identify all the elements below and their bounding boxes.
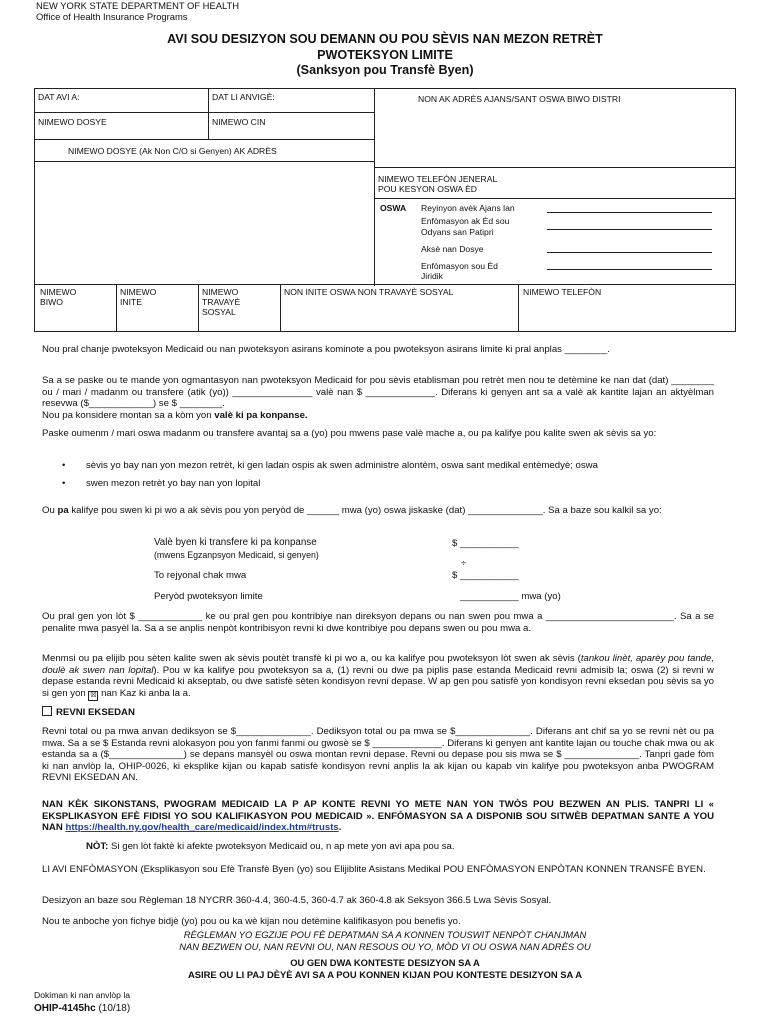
paragraph-trusts: [42, 799, 714, 834]
paragraph-regulations: Desizyon an baze sou Règleman 18 NYCRR 360-4.4, 360-4.5, 360-4.7 ak 360-4.8 ak Seksyon 366.5 Lwa Sèvis Sosyal.: [42, 895, 552, 906]
bullet-dot: •: [62, 460, 66, 471]
title-line-3: (Sanksyon pou Transfè Byen): [296, 63, 474, 77]
paragraph-other-coverage: [42, 653, 714, 701]
calc-regional-amount: $ ___________: [452, 570, 519, 581]
paragraph-penalty-period: [42, 505, 714, 517]
excess-income-heading: [42, 706, 135, 718]
form-id: [34, 1003, 130, 1014]
calc-regional-rate: To rejyonal chak mwa: [154, 570, 247, 581]
title-line-1: AVI SOU DESIZYON SOU DEMANN OU POU SÈVIS NAN MEZON RETRÈT: [167, 32, 603, 46]
calc-penalty-months: ___________ mwa (yo): [460, 591, 561, 602]
trusts-text: NAN KÈK SIKONSTANS, PWOGRAM MEDICAID LA P AP KONTE REVNI YO METE NAN YON TWÒS POU BEZWEN AN PLIS. TANPRI LI « EKSPLIKASYON EFÈ FIDISI YO SOU KALIFIKASYON POU MEDICAID ». ENFÒMASYON SA A DISPONIB SOU SITWÈB DEPATMAN SANTE A YOU NAN: [42, 799, 714, 834]
divider: [34, 284, 736, 285]
divider: [34, 161, 374, 162]
divider: [518, 284, 519, 332]
note-text: Si gen lòt faktè ki afekte pwoteksyon Medicaid ou, n ap mete yon avi apa pou sa.: [108, 841, 455, 852]
unit-number-label: [120, 287, 156, 307]
checkbox-icon[interactable]: [42, 706, 52, 716]
penalty-text-pre: Ou: [42, 505, 58, 516]
agency-address-label: NON AK ADRÈS AJANS/SANT OSWA BIWO DISTRI: [418, 94, 621, 104]
regulations-notice-2: NAN BEZWEN OU, NAN REVNI OU, NAN RESOUS OU YO, MÒD VI OU OSWA NAN ADRÈS OU: [179, 941, 591, 952]
office-number-label-1: NIMEWO: [40, 287, 77, 297]
office-number-label: [40, 287, 76, 307]
unit-worker-name-label: NON INITE OSWA NON TRAVAYÈ SOSYAL: [284, 287, 454, 297]
contact-agency-conference: Reyinyon avèk Ajans lan: [421, 203, 515, 213]
checked-box-icon: ☒: [90, 691, 97, 699]
calc-transferred-amount: $ ___________: [452, 538, 519, 549]
right-to-appeal-2: ASIRE OU LI PAJ DÈYÈ AVI SA A POU KONNEN KIJAN POU KONTESTE DESIZYON SA A: [188, 969, 582, 980]
office-number-label-2: BIWO: [40, 297, 63, 307]
divider: [198, 284, 199, 332]
case-number-label: NIMEWO DOSYE: [38, 117, 107, 127]
worker-number-label-3: SOSYAL: [202, 307, 236, 317]
bullet-dot: •: [62, 478, 66, 489]
general-phone-label-2: POU KESYON OSWA ÈD: [378, 184, 478, 194]
contact-fair-hearing-2: Odyans san Patipri: [421, 227, 494, 237]
enclosure-note: Dokiman ki nan anvlòp la: [34, 990, 131, 1000]
bullet-nursing-home: sèvis yo bay nan yon mezon retrèt, ki gen ladan ospis ak swen administre alontèm, oswa sant medikal entèmedyè; oswa: [86, 460, 598, 471]
calc-penalty-period: Peryòd pwoteksyon limite: [154, 591, 263, 602]
divider: [34, 112, 374, 113]
unit-number-label-1: NIMEWO: [120, 287, 157, 297]
regulations-notice-1: RÈGLEMAN YO EGZIJE POU FÈ DEPATMAN SA A KONNEN TOUSWIT NENPÒT CHANJMAN: [183, 929, 587, 940]
contact-line: [547, 252, 712, 253]
contact-line: [547, 269, 712, 270]
phone-number-label: NIMEWO TELEFÒN: [523, 287, 602, 297]
divider: [280, 284, 281, 332]
paragraph-transfer-note: Nou pa konsidere montan sa a kòm yon: [42, 409, 215, 421]
divider: [116, 284, 117, 332]
calc-transferred-value: Valè byen ki transfere ki pa konpanse: [154, 537, 317, 548]
contact-line: [547, 212, 712, 213]
agency-office: Office of Health Insurance Programs: [36, 11, 188, 22]
divider: [34, 139, 374, 140]
general-phone-label-1: NIMEWO TELEFÒN JENERAL: [378, 174, 498, 184]
divider: [374, 167, 736, 168]
form-id-code: OHIP-4145hc: [34, 1003, 96, 1014]
case-name-address-label: NIMEWO DOSYE (Ak Non C/O si Genyen) AK ADRÈS: [68, 146, 277, 156]
agency-name: NEW YORK STATE DEPARTMENT OF HEALTH: [36, 0, 239, 11]
right-to-appeal-1: OU GEN DWA KONTESTE DESIZYON SA A: [290, 957, 480, 968]
worker-number-label-1: NIMEWO: [202, 287, 239, 297]
contact-record-access: Aksè nan Dosye: [421, 244, 484, 254]
right-to-appeal: [60, 957, 710, 981]
form-id-date: (10/18): [95, 1003, 131, 1014]
contact-fair-hearing-1: Enfòmasyon ak Èd sou: [421, 216, 510, 226]
paragraph-not-eligible: Paske oumenm / mari oswa madanm ou transfere avantaj sa a (yo) pou mwens pase valè mache a, ou pa kalifye pou kalite swen ak sèvis sa yo:: [42, 428, 657, 439]
paragraph-change-coverage: Nou pral chanje pwoteksyon Medicaid ou nan pwoteksyon asirans kominote a pou pwoteksyon asirans limite ki pral anplas ________.: [42, 344, 610, 355]
contact-legal-2: Jiridik: [421, 271, 443, 281]
penalty-text-bold: pa: [57, 505, 69, 516]
trusts-text-end: .: [338, 822, 342, 834]
divider: [374, 88, 375, 286]
paragraph-read-notice: LI AVI ENFÒMASYON (Eksplikasyon sou Efè Transfè Byen (yo) sou Elijiblite Asistans Medikal POU ENFÒMASYON ENPÒTAN KONNEN TRANSFÈ BYEN.: [42, 864, 706, 875]
title-line-2: PWOTEKSYON LIMITE: [317, 47, 453, 62]
other-coverage-text-a: Menmsi ou pa elijib pou sèten kalite swen ak sèvis poutèt transfè ki pi wo a, ou ka kalifye pou pwoteksyon lòt swen ak sèvis (: [42, 653, 581, 664]
paragraph-partial-month: Ou pral gen yon lòt $ ____________ ke ou pral gen pou kontribiye nan direksyon depans ou nan swen pou mwa a ________________________. Sa a se penalite mwa pasyèl la. Sa a se anplis nenpòt kontribisyon revni ki dwe kontribiye pou depans swen ou pou mwa a.: [42, 611, 714, 634]
worker-number-label-2: TRAVAYÈ: [202, 297, 241, 307]
other-coverage-text-b: ). Pou w ka kalifye pou pwoteksyon sa a, (1) revni ou dwe pa piplis pase estanda Medicaid revni admisib la; oswa (2) si revni w depase estanda revni Medicaid ki akseptab, ou dwe satisfè sèten kondisyon revni depase. W ap gen pou satisfè yon kondisyon revni eksedan pou sèvis sa yo si gen yon: [42, 664, 714, 699]
worker-number-label: [202, 287, 240, 317]
note-label: NÒT:: [86, 841, 109, 852]
divide-icon: ÷: [461, 558, 467, 569]
penalty-text-post: kalifye pou swen ki pi wo a ak sèvis pou yon peryòd de ______ mwa (yo) oswa jiskaske (dat) ______________. Sa a baze sou kalkil sa yo:: [68, 505, 662, 516]
paragraph-note: [86, 841, 714, 853]
notice-date-label: DAT AVI A:: [38, 92, 80, 102]
bullet-hospital: swen mezon retrèt yo bay nan yon lopital: [86, 478, 261, 489]
divider: [374, 198, 736, 199]
or-label: OSWA: [380, 203, 407, 213]
excess-income-heading-text: REVNI EKSEDAN: [56, 707, 135, 718]
regulations-notice: [60, 929, 710, 953]
unit-number-label-2: INITE: [120, 297, 142, 307]
contact-legal-1: Enfòmasyon sou Èd: [421, 261, 498, 271]
uncompensated-value-text: valè ki pa konpanse.: [214, 409, 308, 421]
paragraph-transfer-text: Sa a se paske ou te mande yon ogmantasyon nan pwoteksyon Medicaid for pou sèvis etablisman pou retrèt men nou te detèmine ke nan dat (dat) ________ ou / mari / madanm ou transfere (atik (yo)) _______________ valè nan $ _____________. Diferans ki genyen ant sa a valè ak kantite lajan an aktyèlman resevwa ($____________) se $ ________.: [42, 375, 714, 410]
trusts-link[interactable]: https://health.ny.gov/health_care/medicaid/index.htm#trusts: [65, 822, 339, 834]
divider: [208, 88, 209, 139]
paragraph-transfer: [42, 375, 714, 421]
paragraph-budget: Nou te anboche yon fichye bidjè (yo) pou ou ka wè kijan nou detèmine kalifikasyon pou benefis yo.: [42, 916, 461, 927]
mailed-date-label: DAT LI ANVIGÈ:: [212, 92, 275, 102]
agency-header: [36, 0, 239, 22]
paragraph-excess-income: Revni total ou pa mwa anvan dediksyon se $______________. Dediksyon total ou pa mwa se $______________. Diferans ant chif sa yo se revni nèt ou pa mwa. Sa a se $ Estanda revni alokasyon pou yon fanmi fanmi ou gwosè se $ _____________. Diferans ki genyen ant kantite lajan ou touche chak mwa ou ak estanda sa a ($______________) se depans mansyèl ou oswa montan revni depase. Revni ou depase pou sis mwa se $ ______________. Tanpri gade fòm ki nan anvlòp la, OHIP-0026, ki eksplike kijan ou kapab satisfè kondisyon revni anplis la ak kijan ou kapab vin kalifye pou pwoteksyon anba PWOGRAM REVNI EKSEDAN AN.: [42, 726, 714, 784]
cin-number-label: NIMEWO CIN: [212, 117, 266, 127]
other-coverage-text-c: nan Kaz ki anba la a.: [98, 687, 191, 699]
calc-transferred-value-note: (mwens Egzanpsyon Medicaid, si genyen): [154, 550, 319, 560]
document-title: [60, 32, 710, 79]
contact-line: [547, 229, 712, 230]
other-coverage-examples: tankou linèt, aparèy pou tande, doulè ak swen nan lopital: [42, 653, 714, 676]
